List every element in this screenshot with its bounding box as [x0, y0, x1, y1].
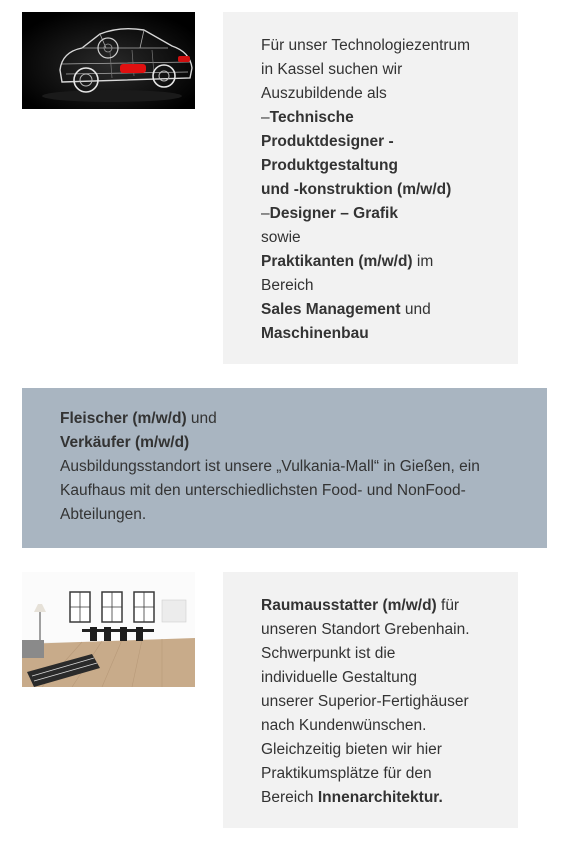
plain-text: Gleichzeitig bieten wir hier	[261, 741, 442, 758]
bold-text: Produktgestaltung	[261, 157, 398, 174]
plain-text: Für unser Technologiezentrum	[261, 37, 471, 54]
text-line	[60, 503, 517, 527]
text-line	[261, 618, 498, 642]
car-wireframe-graphic	[22, 12, 195, 109]
plain-text: unseren Standort Grebenhain.	[261, 621, 470, 638]
bold-text: Raumausstatter (m/w/d)	[261, 597, 437, 614]
plain-text: und	[186, 410, 217, 427]
plain-text: individuelle Gestaltung	[261, 669, 417, 686]
text-line	[60, 431, 517, 455]
bold-text: Fleischer (m/w/d)	[60, 410, 187, 427]
text-line	[261, 34, 498, 58]
plain-text: –	[261, 205, 270, 222]
job-banner-vulkania	[22, 388, 547, 548]
bold-text: Designer – Grafik	[269, 205, 398, 222]
plain-text: Kaufhaus mit den unterschiedlichsten Food- und NonFood-	[60, 482, 466, 499]
text-line	[261, 594, 498, 618]
job-banner-text	[60, 407, 517, 527]
plain-text: sowie	[261, 229, 301, 246]
plain-text: im	[412, 253, 434, 270]
text-line	[60, 479, 517, 503]
interior-room-graphic	[22, 572, 195, 687]
job-card-text	[261, 34, 498, 346]
text-line	[261, 786, 498, 810]
interior-image	[22, 572, 195, 687]
bold-text: Produktdesigner -	[261, 133, 394, 150]
plain-text: nach Kundenwünschen.	[261, 717, 427, 734]
car-image	[22, 12, 195, 109]
text-line	[261, 130, 498, 154]
plain-text: Auszubildende als	[261, 85, 387, 102]
plain-text: in Kassel suchen wir	[261, 61, 403, 78]
text-line	[261, 178, 498, 202]
text-line	[261, 642, 498, 666]
bold-text: Maschinenbau	[261, 325, 369, 342]
plain-text: unserer Superior-Fertighäuser	[261, 693, 469, 710]
plain-text: Bereich	[261, 789, 318, 806]
plain-text: Bereich	[261, 277, 314, 294]
text-line	[261, 738, 498, 762]
plain-text: Praktikumsplätze für den	[261, 765, 432, 782]
plain-text: und	[400, 301, 431, 318]
job-card-raumausstatter	[223, 572, 518, 828]
plain-text: Schwerpunkt ist die	[261, 645, 396, 662]
text-line	[261, 106, 498, 130]
text-line	[261, 298, 498, 322]
text-line	[261, 202, 498, 226]
plain-text: –	[261, 109, 270, 126]
text-line	[261, 82, 498, 106]
bold-text: Technische	[269, 109, 354, 126]
bold-text: Sales Management	[261, 301, 401, 318]
bold-text: Innenarchitektur.	[317, 789, 443, 806]
job-card-technology	[223, 12, 518, 364]
text-line	[261, 58, 498, 82]
plain-text: Ausbildungsstandort ist unsere „Vulkania-Mall“ in Gießen, ein	[60, 458, 480, 475]
job-card-text	[261, 594, 498, 810]
text-line	[261, 690, 498, 714]
bold-text: und -konstruktion (m/w/d)	[261, 181, 452, 198]
text-line	[261, 762, 498, 786]
text-line	[261, 322, 498, 346]
plain-text: Abteilungen.	[60, 506, 147, 523]
text-line	[60, 407, 517, 431]
text-line	[60, 455, 517, 479]
text-line	[261, 226, 498, 250]
plain-text: für	[436, 597, 460, 614]
text-line	[261, 274, 498, 298]
text-line	[261, 666, 498, 690]
text-line	[261, 154, 498, 178]
bold-text: Verkäufer (m/w/d)	[60, 434, 190, 451]
bold-text: Praktikanten (m/w/d)	[261, 253, 413, 270]
text-line	[261, 714, 498, 738]
text-line	[261, 250, 498, 274]
